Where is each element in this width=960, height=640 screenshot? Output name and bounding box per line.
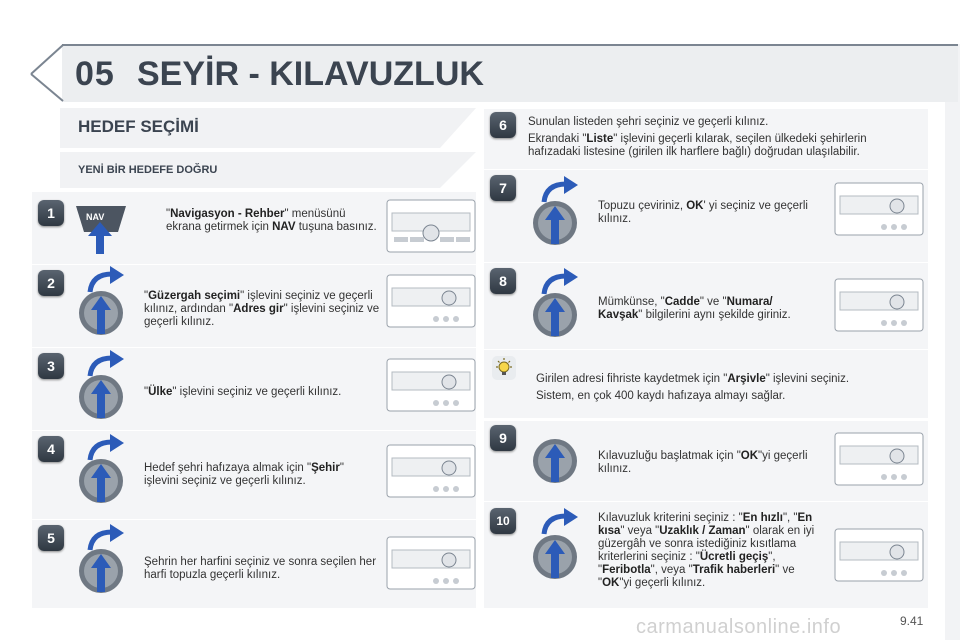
emphasized-term: Uzaklık / Zaman xyxy=(659,525,746,537)
tip-note xyxy=(536,390,926,403)
text-run: " işlevini seçiniz ve geçerli kılınız. xyxy=(144,462,344,487)
text-run: " xyxy=(166,208,171,220)
step-number: 8 xyxy=(490,268,516,294)
rotary-knob-icon xyxy=(78,458,124,504)
text-run: ", " xyxy=(598,551,776,576)
emphasized-term: En hızlı xyxy=(742,512,783,524)
text-run: Topuzu çeviriniz, xyxy=(598,200,687,212)
up-arrow-icon xyxy=(88,222,112,254)
step-number: 6 xyxy=(490,112,516,138)
text-run: ' yi seçiniz ve geçerli kılınız. xyxy=(598,200,808,225)
rotary-knob-icon xyxy=(78,290,124,336)
emphasized-term: En kısa xyxy=(598,512,813,537)
text-run: " ve " xyxy=(598,564,795,589)
curved-arrow-icon xyxy=(540,508,580,536)
page-title: SEYİR - KILAVUZLUK xyxy=(137,55,484,93)
step-number: 4 xyxy=(38,436,64,462)
rotary-knob-icon xyxy=(78,548,124,594)
page-number: 9.41 xyxy=(900,614,924,628)
rotary-knob-icon xyxy=(78,374,124,420)
emphasized-term: Adres gir xyxy=(233,303,284,315)
emphasized-term: Cadde xyxy=(664,296,700,308)
text-run: Ekrandaki " xyxy=(528,133,587,145)
chapter-number: 05 xyxy=(75,55,115,93)
text-run: " işlevini geçerli kılarak, seçilen ülkedeki şehirlerin hafızadaki listesine (girilen ilk harflere bağlı) doğrudan ulaşılabilir. xyxy=(528,133,867,158)
rotary-knob-icon xyxy=(532,200,578,246)
text-run: Mümkünse, " xyxy=(598,296,665,308)
step-10-text xyxy=(598,512,824,590)
step-number: 1 xyxy=(38,200,64,226)
watermark: carmanualsonline.info xyxy=(636,616,842,638)
step-number: 7 xyxy=(490,175,516,201)
rotary-knob-icon xyxy=(532,438,578,484)
emphasized-term: OK xyxy=(686,200,704,212)
text-run: Girilen adresi fihriste kaydetmek için " xyxy=(536,373,728,385)
text-run: " olarak en iyi güzergâh ve sonra istediğiniz kısıtlama kriterlerini seçiniz : " xyxy=(598,525,815,563)
text-run: " veya " xyxy=(620,525,660,537)
radio-unit-icon xyxy=(386,358,476,412)
emphasized-term: Güzergah seçimi xyxy=(148,290,241,302)
step-7-text xyxy=(598,200,818,226)
text-run: " işlevini seçiniz. xyxy=(765,373,850,385)
light-bulb-icon xyxy=(492,356,516,380)
step-number: 5 xyxy=(38,525,64,551)
radio-unit-icon xyxy=(386,444,476,498)
emphasized-term: Ülke xyxy=(148,386,173,398)
step-2-text xyxy=(144,290,380,329)
emphasized-term: Feribotla xyxy=(602,564,651,576)
step-4-text xyxy=(144,462,380,488)
text-run: Sunulan listeden şehri seçiniz ve geçerli kılınız. xyxy=(528,116,769,128)
text-run: " işlevini seçiniz ve geçerli kılınız. xyxy=(144,303,380,328)
step-number: 2 xyxy=(38,270,64,296)
step-5-text xyxy=(144,556,380,582)
text-run: " işlevini seçiniz ve geçerli kılınız, ardından " xyxy=(144,290,373,315)
tip-text xyxy=(536,373,926,386)
text-run: Kılavuzluk kriterini seçiniz : " xyxy=(598,512,743,524)
radio-unit-icon xyxy=(386,274,476,328)
text-run: ", " xyxy=(782,512,798,524)
step-number: 3 xyxy=(38,353,64,379)
header-corner xyxy=(30,44,64,102)
step-6-text xyxy=(528,116,920,129)
subsection-title: YENİ BİR HEDEFE DOĞRU xyxy=(78,164,218,176)
emphasized-term: Trafik haberleri xyxy=(692,564,776,576)
text-run: Sistem, en çok 400 kaydı hafızaya almayı sağlar. xyxy=(536,390,786,402)
text-run: " menüsünü ekrana getirmek için xyxy=(166,208,346,233)
radio-unit-icon xyxy=(834,278,924,332)
text-run: Kılavuzluğu başlatmak için " xyxy=(598,450,741,462)
emphasized-term: Navigasyon - Rehber xyxy=(170,208,285,220)
text-run: " xyxy=(144,386,149,398)
radio-unit-icon xyxy=(386,199,476,253)
emphasized-term: Numara/ Kavşak xyxy=(598,296,773,321)
step-1-text xyxy=(166,208,380,234)
section-title: HEDEF SEÇİMİ xyxy=(78,117,199,136)
step-9-text xyxy=(598,450,820,476)
text-run: ", veya " xyxy=(650,564,693,576)
text-run: "yi geçerli kılınız. xyxy=(598,450,808,475)
radio-unit-icon xyxy=(386,536,476,590)
radio-unit-icon xyxy=(834,528,924,582)
emphasized-term: Liste xyxy=(586,133,614,145)
emphasized-term: Şehir xyxy=(311,462,340,474)
step-8-text xyxy=(598,296,820,322)
radio-unit-icon xyxy=(834,432,924,486)
emphasized-term: OK xyxy=(740,450,759,462)
text-run: "yi geçerli kılınız. xyxy=(619,577,706,589)
nav-button-label: NAV xyxy=(86,212,105,222)
page-edge xyxy=(945,44,960,640)
emphasized-term: OK xyxy=(602,577,620,589)
radio-unit-icon xyxy=(834,182,924,236)
text-run: " ve " xyxy=(699,296,727,308)
step-number: 10 xyxy=(490,508,516,534)
subsection-header-corner xyxy=(440,152,476,188)
text-run: " xyxy=(144,290,149,302)
step-number: 9 xyxy=(490,425,516,451)
text-run: " bilgilerini aynı şekilde giriniz. xyxy=(638,309,791,321)
section-header-corner xyxy=(440,108,476,148)
emphasized-term: Ücretli geçiş xyxy=(699,551,769,563)
text-run: " işlevini seçiniz ve geçerli kılınız. xyxy=(172,386,342,398)
header-rule xyxy=(62,44,958,46)
step-6-note xyxy=(528,133,920,159)
text-run: Hedef şehri hafızaya almak için " xyxy=(144,462,312,474)
emphasized-term: NAV xyxy=(272,221,296,233)
emphasized-term: Arşivle xyxy=(727,373,766,385)
rotary-knob-icon xyxy=(532,292,578,338)
text-run: tuşuna basınız. xyxy=(295,221,377,233)
step-3-text xyxy=(144,386,380,399)
rotary-knob-icon xyxy=(532,534,578,580)
text-run: Şehrin her harfini seçiniz ve sonra seçilen her harfi topuzla geçerli kılınız. xyxy=(144,556,377,581)
